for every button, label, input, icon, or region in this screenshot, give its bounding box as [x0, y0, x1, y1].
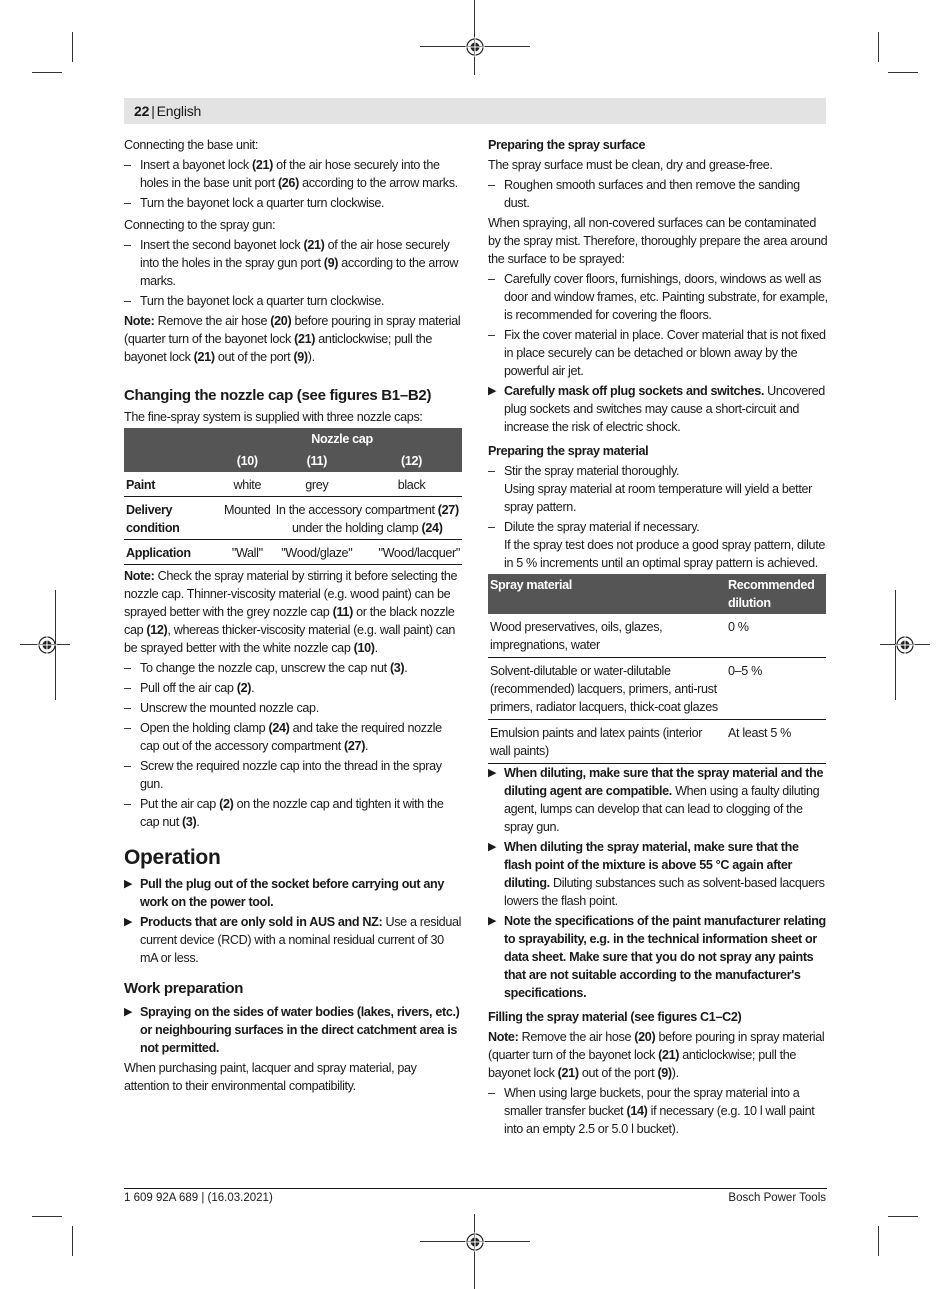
page-header-bar [124, 98, 826, 124]
crop-mark [888, 72, 918, 73]
table-row: Wood preservatives, oils, glazes, impregnations, water 0 % [488, 614, 826, 658]
footer-doc-number: 1 609 92A 689 | (16.03.2021) [124, 1192, 273, 1204]
crop-mark [878, 1226, 879, 1256]
registration-target-icon [37, 635, 57, 655]
dilution-table [488, 574, 826, 764]
right-column [488, 136, 828, 1140]
footer-brand: Bosch Power Tools [728, 1192, 826, 1204]
list-item: – Turn the bayonet lock a quarter turn clockwise. [124, 292, 464, 310]
table-title: Nozzle cap [222, 428, 462, 450]
bullet-arrow-icon: ▶ [124, 878, 133, 890]
bullet-arrow-icon: ▶ [488, 385, 497, 397]
nozzle-intro: The fine-spray system is supplied with three nozzle caps: [124, 410, 423, 424]
purchase-note: When purchasing paint, lacquer and spray material, pay attention to their environmental compatibility. [124, 1061, 417, 1093]
table-row: Application "Wall" "Wood/glaze" "Wood/lacquer" [124, 540, 462, 565]
gun-intro: Connecting to the spray gun: [124, 218, 276, 232]
crop-mark [32, 72, 62, 73]
warning-item: ▶ Note the specifications of the paint manufacturer relating to sprayability, e.g. in the technical information sheet or data sheet. Make sure that you do not spray any paints that are not suitable according to the manufacturer's specifications. [488, 914, 826, 1000]
list-item: – Carefully cover floors, furnishings, doors, windows as well as door and window frames, etc. Painting substrate, for example, is recommended for covering the floors. [488, 270, 828, 324]
crop-mark [888, 1216, 918, 1217]
list-item: – When using large buckets, pour the spray material into a smaller transfer bucket (14) if necessary (e.g. 10 l wall paint into an empty 2.5 or 5.0 l bucket). [488, 1084, 828, 1138]
surface-paragraph: When spraying, all non-covered surfaces can be contaminated by the spray mist. Therefore, thoroughly prepare the area around the surface to be sprayed: [488, 216, 828, 266]
table-col-header: Spray material [488, 574, 726, 614]
list-item: – Pull off the air cap (2). [124, 679, 464, 697]
list-item: – Open the holding clamp (24) and take the required nozzle cap out of the accessory compartment (27). [124, 719, 464, 755]
warning-item: ▶ When diluting the spray material, make sure that the flash point of the mixture is above 55 °C again after diluting. Diluting substances such as solvent-based lacquers lowers the flash point. [488, 840, 825, 908]
table-col-header: Recommended dilution [726, 574, 826, 614]
list-item: – To change the nozzle cap, unscrew the cap nut (3). [124, 659, 464, 677]
list-item: – Dilute the spray material if necessary. If the spray test does not produce a good spray pattern, dilute in 5 % increments until an optimal spray pattern is achieved. [488, 518, 828, 572]
page-header [134, 103, 201, 119]
list-item: – Roughen smooth surfaces and then remove the sanding dust. [488, 176, 828, 212]
table-col-header: (11) [273, 450, 362, 472]
warning-item: ▶ Products that are only sold in AUS and NZ: Use a residual current device (RCD) with a nominal residual current of 30 mA or less. [124, 915, 462, 965]
warning-item: ▶ Carefully mask off plug sockets and switches. Uncovered plug sockets and switches may cause a short-circuit and increase the risk of electric shock. [488, 384, 825, 434]
footer-rule [124, 1188, 827, 1189]
list-item: – Insert the second bayonet lock (21) of the air hose securely into the holes in the spray gun port (9) according to the arrow marks. [124, 236, 464, 290]
section-heading-surface: Preparing the spray surface [488, 138, 646, 152]
page-number: 22 [134, 103, 150, 119]
registration-target-icon [465, 1232, 485, 1252]
warning-item: ▶ Pull the plug out of the socket before carrying out any work on the power tool. [124, 877, 445, 909]
section-heading-operation: Operation [124, 846, 221, 869]
base-unit-intro: Connecting the base unit: [124, 138, 259, 152]
warning-item: ▶ When diluting, make sure that the spray material and the diluting agent are compatible. When using a faulty diluting agent, lumps can develop that can lead to clogging of the spray gun. [488, 766, 824, 834]
note-paragraph: Note: Check the spray material by stirring it before selecting the nozzle cap. Thinner-viscosity material (e.g. wood paint) can be sprayed better with the grey nozzle cap (11) or the black nozzle cap (12), whereas thicker-viscosity material (e.g. wall paint) can be sprayed better with the white nozzle cap (10). [124, 569, 458, 655]
section-heading-nozzle: Changing the nozzle cap (see figures B1–B2) [124, 387, 432, 404]
crop-mark [72, 32, 73, 62]
table-row: Emulsion paints and latex paints (interior wall paints) At least 5 % [488, 720, 826, 764]
list-item: – Put the air cap (2) on the nozzle cap and tighten it with the cap nut (3). [124, 795, 464, 831]
header-language: English [156, 103, 202, 119]
list-item: – Fix the cover material in place. Cover material that is not fixed in place securely can be detached or blown away by the powerful air jet. [488, 326, 828, 380]
registration-target-icon [465, 37, 485, 57]
section-heading-material: Preparing the spray material [488, 444, 649, 458]
bullet-arrow-icon: ▶ [488, 915, 497, 927]
table-col-header: (12) [361, 450, 462, 472]
list-item: – Stir the spray material thoroughly. Using spray material at room temperature will yield a better spray pattern. [488, 462, 828, 516]
header-separator: | [151, 103, 155, 119]
table-row: Delivery condition Mounted In the accessory compartment (27) under the holding clamp (24) [124, 497, 462, 540]
bullet-arrow-icon: ▶ [488, 767, 497, 779]
crop-mark [878, 32, 879, 62]
bullet-arrow-icon: ▶ [124, 1006, 133, 1018]
table-row: Solvent-dilutable or water-dilutable (recommended) lacquers, primers, anti-rust primers, radiator lacquers, thick-coat glazes 0–5 % [488, 658, 826, 720]
bullet-arrow-icon: ▶ [124, 916, 133, 928]
nozzle-cap-table [124, 428, 462, 565]
surface-intro: The spray surface must be clean, dry and grease-free. [488, 158, 773, 172]
section-heading-filling: Filling the spray material (see figures C1–C2) [488, 1010, 742, 1024]
table-col-header: (10) [222, 450, 273, 472]
table-row: Paint white grey black [124, 472, 462, 497]
list-item: – Insert a bayonet lock (21) of the air hose securely into the holes in the base unit port (26) according to the arrow marks. [124, 156, 464, 192]
section-heading-work-prep: Work preparation [124, 980, 244, 997]
note-paragraph: Note: Remove the air hose (20) before pouring in spray material (quarter turn of the bayonet lock (21) anticlockwise; pull the bayonet lock (21) out of the port (9)). [488, 1030, 825, 1080]
registration-target-icon [895, 635, 915, 655]
left-column [124, 136, 464, 1097]
list-item: – Screw the required nozzle cap into the thread in the spray gun. [124, 757, 464, 793]
warning-item: ▶ Spraying on the sides of water bodies (lakes, rivers, etc.) or neighbouring surfaces in the direct catchment area is not permitted. [124, 1005, 460, 1055]
list-item: – Unscrew the mounted nozzle cap. [124, 699, 464, 717]
crop-mark [32, 1216, 62, 1217]
crop-mark [72, 1226, 73, 1256]
note-paragraph: Note: Remove the air hose (20) before pouring in spray material (quarter turn of the bayonet lock (21) anticlockwise; pull the bayonet lock (21) out of the port (9)). [124, 314, 461, 364]
bullet-arrow-icon: ▶ [488, 841, 497, 853]
list-item: – Turn the bayonet lock a quarter turn clockwise. [124, 194, 464, 212]
